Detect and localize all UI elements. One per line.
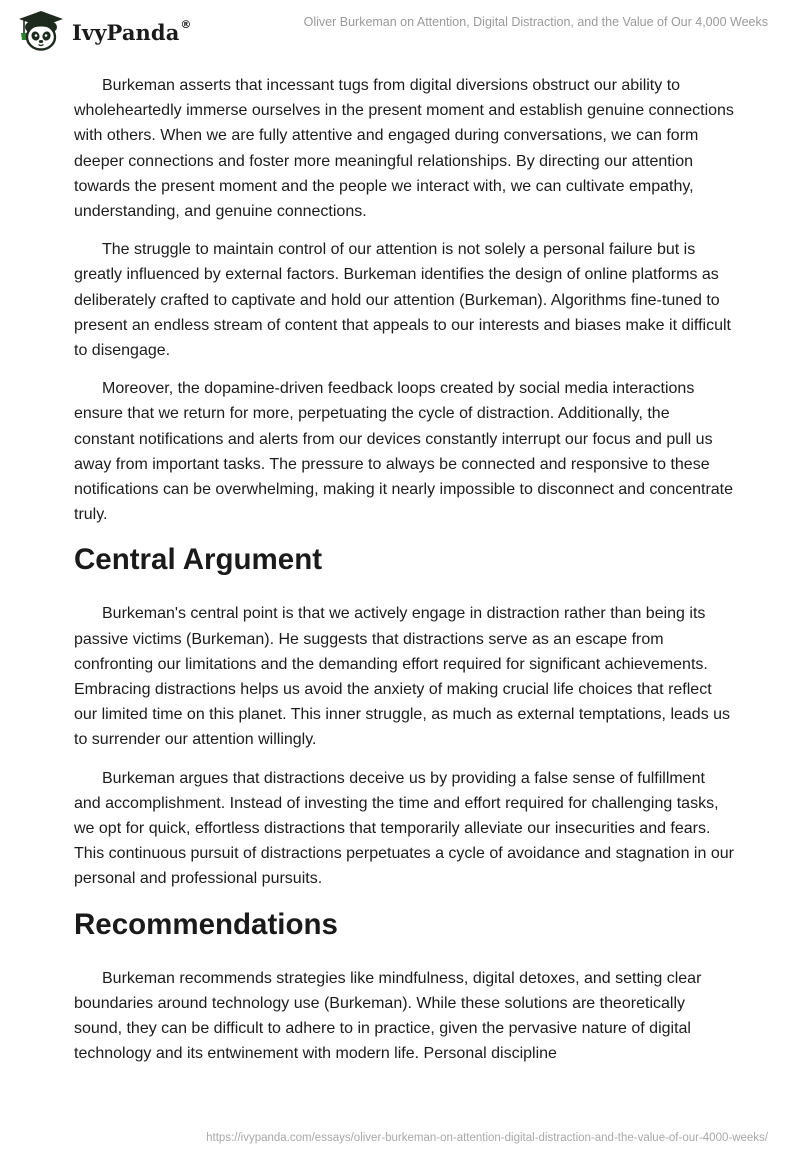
paragraph-1: Burkeman asserts that incessant tugs from digital diversions obstruct our ability to wholeheartedly immerse ourselves in the present moment and establish genuine connections with others. When we are fully attentive and engaged during conversations, we can form deeper connections and foster more meaningful relationships. By directing our attention towards the present moment and the people we interact with, we can cultivate empathy, understanding, and genuine connections. <box>74 77 734 221</box>
paragraph-5: Burkeman argues that distractions deceive us by providing a false sense of fulfillment and accomplishment. Instead of investing the time and effort required for challenging tasks, we opt for quick, effortless distractions that temporarily alleviate our insecurities and fears. This continuous pursuit of distractions perpetuates a cycle of avoidance and stagnation in our personal and professional pursuits. <box>74 769 734 888</box>
paragraph-6: Burkeman recommends strategies like mindfulness, digital detoxes, and setting clear boundaries around technology use (Burkeman). While these solutions are theoretically sound, they can be difficult to adhere to in practice, given the pervasive nature of digital technology and its entwinement with modern life. Personal discipline <box>74 969 702 1063</box>
heading-recommendations: Recommendations <box>74 907 338 941</box>
essay-content <box>74 73 734 1080</box>
document-title: Oliver Burkeman on Attention, Digital Distraction, and the Value of Our 4,000 Weeks <box>303 15 768 29</box>
source-url[interactable]: https://ivypanda.com/essays/oliver-burkeman-on-attention-digital-distraction-and-the-value-of-our-4000-weeks/ <box>206 1132 768 1144</box>
panda-graduation-cap-icon <box>14 9 68 53</box>
paragraph-3: Moreover, the dopamine-driven feedback loops created by social media interactions ensure that we return for more, perpetuating the cycle of distraction. Additionally, the constant notifications and alerts from our devices constantly interrupt our focus and pull us away from important tasks. The pressure to always be connected and responsive to these notifications can be overwhelming, making it nearly impossible to disconnect and concentrate truly. <box>74 380 734 524</box>
logo-wordmark: IvyPanda® <box>72 17 192 45</box>
paragraph-4: Burkeman's central point is that we actively engage in distraction rather than being its passive victims (Burkeman). He suggests that distractions serve as an escape from confronting our limitations and the demanding effort required for significant achievements. Embracing distractions helps us avoid the anxiety of making crucial life choices that reflect our limited time on this planet. This inner struggle, as much as external temptations, leads us to surrender our attention willingly. <box>74 605 731 749</box>
paragraph-2: The struggle to maintain control of our attention is not solely a personal failure but is greatly influenced by external factors. Burkeman identifies the design of online platforms as deliberately crafted to captivate and hold our attention (Burkeman). Algorithms fine-tuned to present an endless stream of content that appeals to our interests and biases make it difficult to disengage. <box>74 241 731 360</box>
heading-central-argument: Central Argument <box>74 543 323 577</box>
page-header <box>0 0 800 60</box>
ivypanda-logo[interactable] <box>14 9 192 53</box>
